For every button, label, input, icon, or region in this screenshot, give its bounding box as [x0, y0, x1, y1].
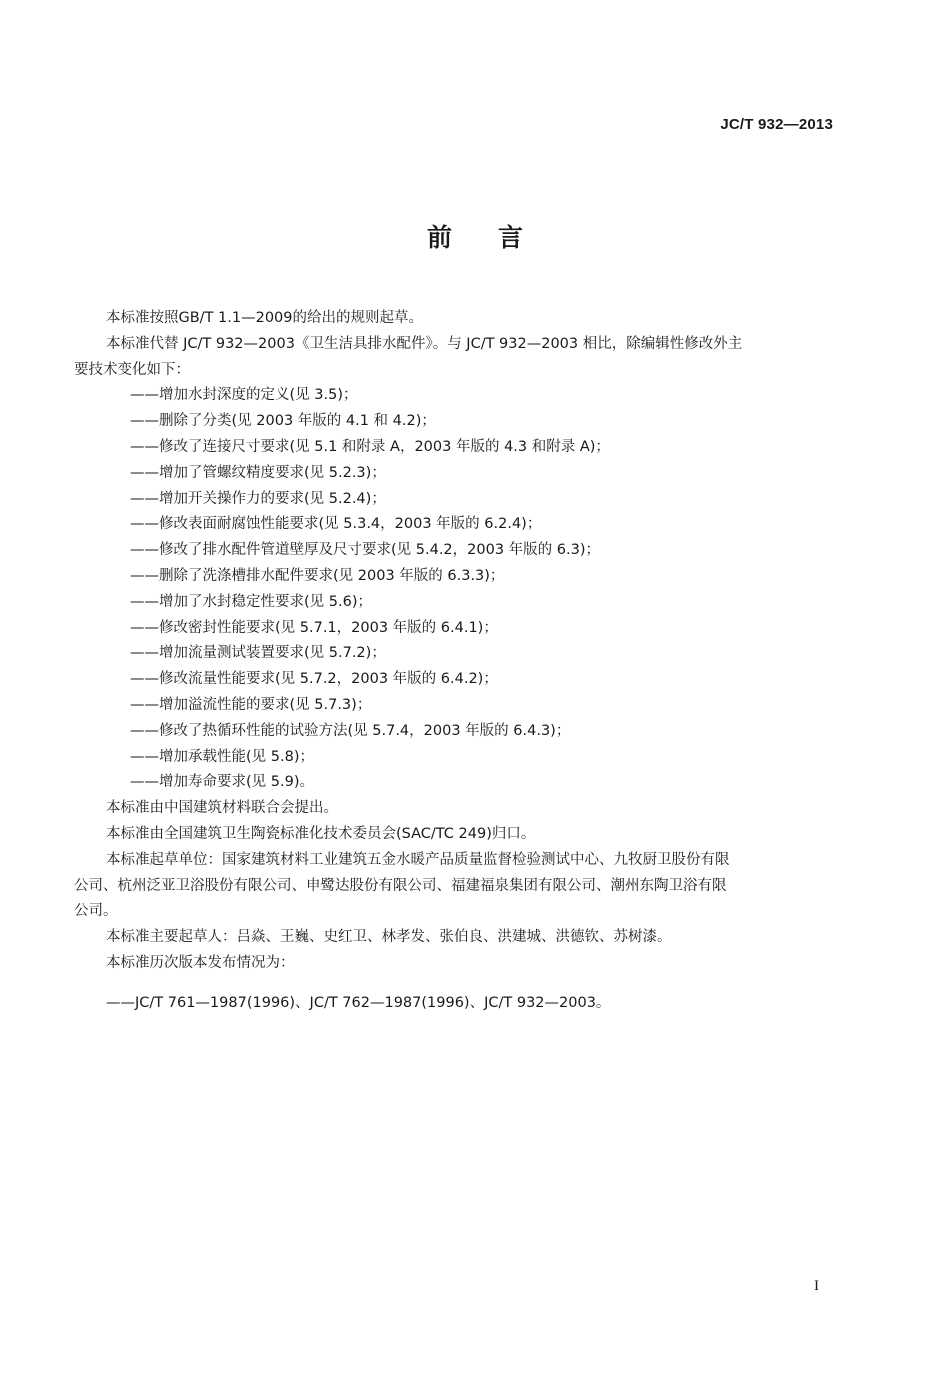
list-item: ——修改了连接尺寸要求(见 5.1 和附录 A，2003 年版的 4.3 和附录 A)；	[130, 438, 610, 455]
list-item: ——删除了分类(见 2003 年版的 4.1 和 4.2)；	[130, 413, 436, 430]
list-item: ——增加溢流性能的要求(见 5.7.3)；	[130, 696, 372, 713]
paragraph-history-intro: 本标准历次版本发布情况为：	[106, 954, 295, 971]
paragraph-replaces-continued: 要技术变化如下：	[74, 361, 190, 378]
list-item: ——增加流量测试装置要求(见 5.7.2)；	[130, 645, 386, 662]
paragraph-replaces: 本标准代替 JC/T 932—2003《卫生洁具排水配件》。与 JC/T 932—2003 相比，除编辑性修改外主	[106, 335, 743, 352]
paragraph-drafting-units-end: 公司。	[74, 903, 118, 920]
paragraph-proposed-by: 本标准由中国建筑材料联合会提出。	[106, 800, 338, 817]
list-item: ——增加寿命要求(见 5.9)。	[130, 774, 314, 791]
list-item: ——修改密封性能要求(见 5.7.1，2003 年版的 6.4.1)；	[130, 619, 498, 636]
list-item: ——增加承载性能(见 5.8)；	[130, 748, 314, 765]
paragraph-drafting-rules: 本标准按照GB/T 1.1—2009的给出的规则起草。	[106, 310, 423, 326]
list-item: ——增加水封深度的定义(见 3.5)；	[130, 387, 358, 404]
paragraph-drafting-units: 本标准起草单位：国家建筑材料工业建筑五金水暖产品质量监督检验测试中心、九牧厨卫股份有限	[106, 851, 730, 868]
list-item: ——修改表面耐腐蚀性能要求(见 5.3.4，2003 年版的 6.2.4)；	[130, 516, 542, 533]
list-item: ——增加开关操作力的要求(见 5.2.4)；	[130, 490, 386, 507]
paragraph-jurisdiction: 本标准由全国建筑卫生陶瓷标准化技术委员会(SAC/TC 249)归口。	[106, 825, 536, 842]
list-item: ——修改了排水配件管道壁厚及尺寸要求(见 5.4.2，2003 年版的 6.3)；	[130, 542, 600, 559]
list-item: ——增加了管螺纹精度要求(见 5.2.3)；	[130, 464, 386, 481]
page-title: 前言	[426, 223, 569, 252]
list-item: ——删除了洗涤槽排水配件要求(见 2003 年版的 6.3.3)；	[130, 567, 505, 584]
technical-changes-list	[106, 383, 836, 796]
paragraph-main-drafters: 本标准主要起草人：吕焱、王巍、史红卫、林孝发、张伯良、洪建城、洪德钦、苏树漆。	[106, 929, 672, 946]
paragraph-drafting-units-continued: 公司、杭州泛亚卫浴股份有限公司、申鹭达股份有限公司、福建福泉集团有限公司、潮州东陶卫浴有限	[74, 877, 727, 894]
document-body	[74, 306, 836, 1032]
page-number: I	[814, 1278, 819, 1294]
list-item: ——修改了热循环性能的试验方法(见 5.7.4，2003 年版的 6.4.3)；	[130, 722, 571, 739]
list-item: ——增加了水封稳定性要求(见 5.6)；	[130, 593, 372, 610]
standard-number: JC/T 932—2013	[720, 116, 833, 133]
list-item: ——修改流量性能要求(见 5.7.2，2003 年版的 6.4.2)；	[130, 671, 498, 688]
paragraph-history-versions: ——JC/T 761—1987(1996)、JC/T 762—1987(1996)、JC/T 932—2003。	[106, 995, 611, 1012]
